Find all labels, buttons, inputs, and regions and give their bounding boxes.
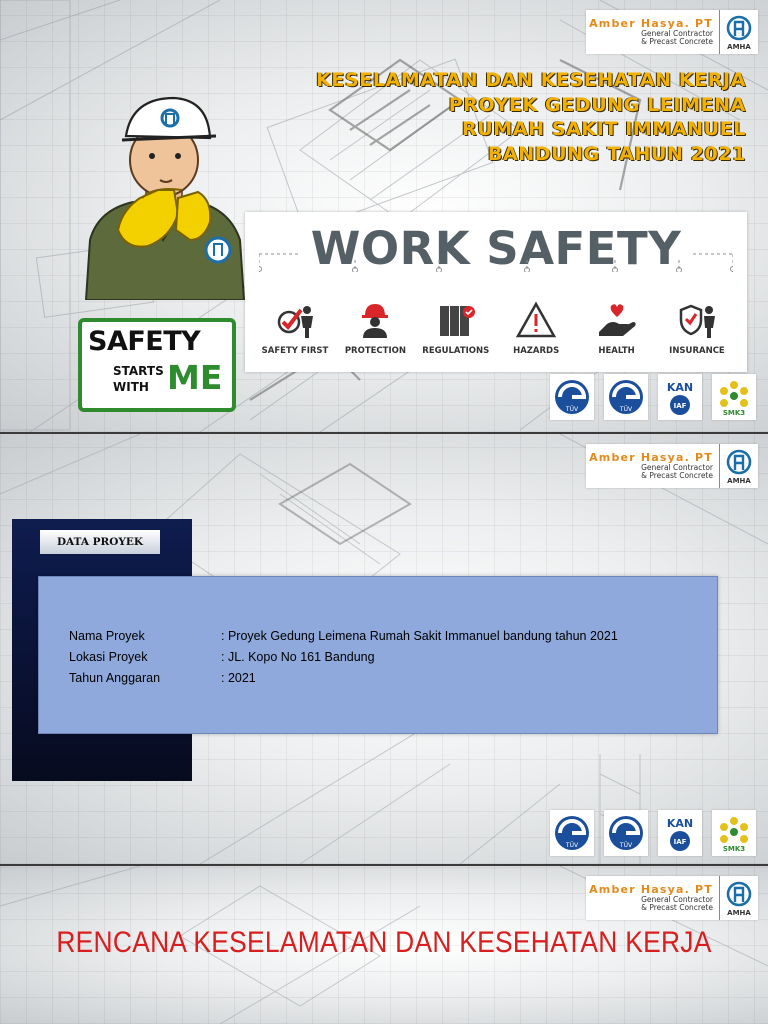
title-line: BANDUNG TAHUN 2021 <box>487 142 746 165</box>
shield-worker-icon <box>677 302 717 338</box>
safety-starts-with-me-badge <box>78 318 236 412</box>
kan-iaf-logo-icon <box>658 374 702 420</box>
slide-safety-plan <box>0 866 768 1024</box>
project-info-box <box>38 576 718 734</box>
certification-logos <box>550 810 756 856</box>
tuv-rheinland-logo-icon <box>604 810 648 856</box>
title-line: KESELAMATAN DAN KESEHATAN KERJA <box>316 69 746 91</box>
section-label: DATA PROYEK <box>40 530 160 554</box>
company-logo <box>586 444 758 488</box>
info-value: : Proyek Gedung Leimena Rumah Sakit Immanuel bandung tahun 2021 <box>221 628 618 643</box>
company-tagline-1: General Contractor <box>641 28 713 38</box>
tuv-rheinland-logo-icon <box>604 374 648 420</box>
worker-illustration <box>78 90 248 300</box>
project-info-table <box>69 625 618 688</box>
smk3-logo-icon <box>712 374 756 420</box>
cover-title <box>316 68 746 166</box>
company-tagline-1: General Contractor <box>641 894 713 904</box>
hardhat-worker-icon <box>355 302 395 338</box>
company-tagline-2: & Precast Concrete <box>641 470 713 480</box>
info-value: : 2021 <box>221 670 256 685</box>
info-row-project-name <box>69 625 618 646</box>
ws-item-protection <box>335 302 415 356</box>
ws-label: HEALTH <box>598 346 635 356</box>
banner-dashed-lines <box>259 252 733 272</box>
amha-logo-icon <box>726 14 752 42</box>
company-tagline-1: General Contractor <box>641 462 713 472</box>
smk3-logo-icon <box>712 810 756 856</box>
company-abbr: AMHA <box>727 42 751 51</box>
svg-text:TÜV: TÜV <box>619 842 633 849</box>
ws-item-safety-first <box>255 302 335 356</box>
info-row-project-location <box>69 646 618 667</box>
company-name: Amber Hasya. PT <box>589 451 713 465</box>
ws-label: PROTECTION <box>344 346 406 356</box>
ws-label: REGULATIONS <box>422 346 490 356</box>
amha-logo-icon <box>726 448 752 476</box>
svg-text:IAF: IAF <box>673 402 687 410</box>
work-safety-title: WORK SAFETY <box>310 222 682 275</box>
svg-text:KAN: KAN <box>666 817 694 830</box>
svg-text:IAF: IAF <box>673 838 687 846</box>
company-name: Amber Hasya. PT <box>589 17 713 31</box>
ws-label: INSURANCE <box>669 346 725 356</box>
certification-logos <box>550 374 756 420</box>
slide-project-data <box>0 434 768 864</box>
safety-plan-heading: RENCANA KESELAMATAN DAN KESEHATAN KERJA <box>56 926 712 959</box>
company-tagline-2: & Precast Concrete <box>641 36 713 46</box>
svg-text:KAN: KAN <box>666 381 694 394</box>
info-value: : JL. Kopo No 161 Bandung <box>221 649 375 664</box>
svg-text:SMK3: SMK3 <box>722 409 746 417</box>
tuv-rheinland-logo-icon <box>550 374 594 420</box>
ws-label: HAZARDS <box>513 346 560 356</box>
company-logo <box>586 10 758 54</box>
kan-iaf-logo-icon <box>658 810 702 856</box>
ws-item-insurance <box>657 302 737 356</box>
company-name: Amber Hasya. PT <box>589 883 713 897</box>
company-abbr: AMHA <box>727 908 751 917</box>
binders-icon <box>436 302 476 338</box>
ws-item-regulations <box>416 302 496 356</box>
svg-text:SMK3: SMK3 <box>722 845 746 853</box>
info-key: Nama Proyek <box>69 628 145 643</box>
ws-item-health <box>577 302 657 356</box>
company-logo <box>586 876 758 920</box>
hand-heart-icon <box>597 302 637 338</box>
title-line: PROYEK GEDUNG LEIMENA <box>448 93 746 116</box>
title-line: RUMAH SAKIT IMMANUEL <box>462 118 746 140</box>
svg-text:TÜV: TÜV <box>619 406 633 413</box>
info-key: Tahun Anggaran <box>69 670 161 685</box>
warning-icon <box>516 302 556 338</box>
check-worker-icon <box>275 302 315 338</box>
badge-with-text: WITH <box>113 380 149 394</box>
svg-text:TÜV: TÜV <box>565 842 579 849</box>
amha-logo-icon <box>726 880 752 908</box>
badge-safety-text: SAFETY <box>88 326 201 357</box>
company-tagline-2: & Precast Concrete <box>641 902 713 912</box>
info-key: Lokasi Proyek <box>69 649 148 664</box>
ws-item-hazards <box>496 302 576 356</box>
ws-label: SAFETY FIRST <box>261 346 329 356</box>
tuv-rheinland-logo-icon <box>550 810 594 856</box>
badge-me-text: ME <box>167 358 223 397</box>
info-row-budget-year <box>69 667 618 688</box>
work-safety-items <box>255 302 737 356</box>
badge-starts-text: STARTS <box>113 364 164 378</box>
svg-text:TÜV: TÜV <box>565 406 579 413</box>
work-safety-banner <box>245 212 747 372</box>
slide-cover <box>0 0 768 432</box>
company-abbr: AMHA <box>727 476 751 485</box>
